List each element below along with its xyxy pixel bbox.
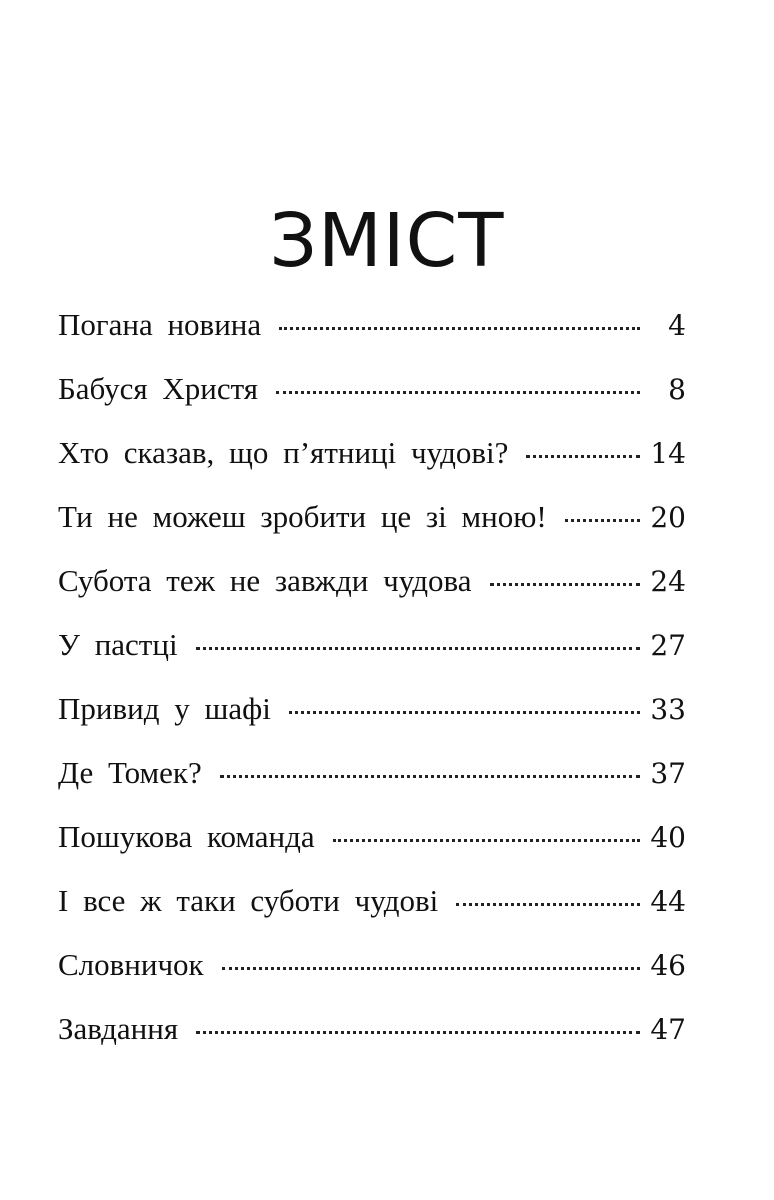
toc-entry-title: Субота теж не завжди чудова (58, 563, 472, 598)
toc-entry-title: Хто сказав, що п’ятниці чудові? (58, 435, 509, 470)
toc-entry-page: 37 (650, 757, 686, 790)
toc-entry (58, 485, 686, 549)
toc-entry-page: 44 (650, 885, 686, 918)
toc-entry-title: І все ж таки суботи чудові (58, 883, 439, 918)
toc-entry-title: Де Томек? (58, 755, 202, 790)
toc-entry (58, 421, 686, 485)
toc-entry-page: 24 (650, 565, 686, 598)
toc-entry-title: Бабуся Христя (58, 371, 259, 406)
dot-leader (565, 519, 640, 522)
toc-entry-page: 47 (650, 1013, 686, 1046)
dot-leader (333, 839, 640, 842)
toc-entry-title: Погана новина (58, 307, 262, 342)
toc-entry-page: 8 (668, 373, 686, 406)
toc-entry-title: Ти не можеш зробити це зі мною! (58, 499, 547, 534)
dot-leader (279, 327, 640, 330)
toc-entry (58, 997, 686, 1061)
toc-entry-page: 14 (650, 437, 686, 470)
dot-leader (196, 647, 640, 650)
dot-leader (196, 1031, 640, 1034)
toc-entry-page: 33 (650, 693, 686, 726)
dot-leader (222, 967, 640, 970)
dot-leader (289, 711, 640, 714)
table-of-contents (58, 293, 686, 1061)
dot-leader (220, 775, 640, 778)
toc-entry (58, 549, 686, 613)
toc-entry (58, 677, 686, 741)
toc-entry (58, 293, 686, 357)
toc-entry-title: Пошукова команда (58, 819, 315, 854)
toc-entry-title: Словничок (58, 947, 204, 982)
toc-entry-page: 27 (650, 629, 686, 662)
dot-leader (526, 455, 640, 458)
dot-leader (456, 903, 640, 906)
toc-entry-title: Завдання (58, 1011, 179, 1046)
toc-entry (58, 357, 686, 421)
toc-entry (58, 613, 686, 677)
toc-entry-page: 4 (668, 309, 686, 342)
toc-entry-page: 20 (650, 501, 686, 534)
toc-entry-title: У пастці (58, 627, 178, 662)
toc-entry (58, 805, 686, 869)
toc-entry (58, 741, 686, 805)
toc-entry-page: 46 (650, 949, 686, 982)
dot-leader (276, 391, 640, 394)
toc-entry-title: Привид у шафі (58, 691, 271, 726)
toc-entry (58, 869, 686, 933)
toc-entry-page: 40 (650, 821, 686, 854)
dot-leader (490, 583, 640, 586)
page-title: ЗМІСТ (269, 198, 505, 284)
toc-entry (58, 933, 686, 997)
